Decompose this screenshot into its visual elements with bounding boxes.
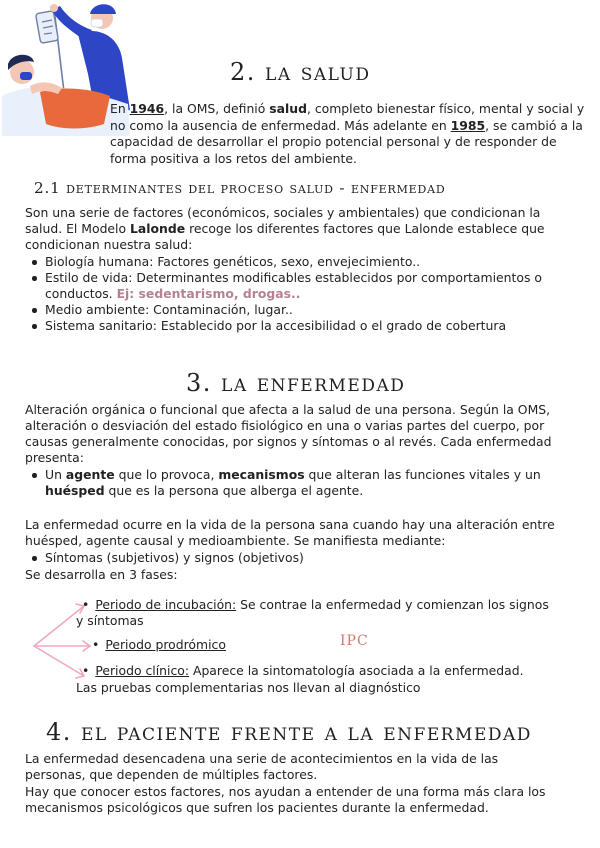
fase-incubacion-cont: y síntomas bbox=[76, 613, 144, 628]
list-item-sistema-sanitario: Sistema sanitario: Establecido por la accesibilidad o el grado de cobertura bbox=[25, 318, 580, 334]
fase-clinico: • Periodo clínico: Aparece la sintomatología asociada a la enfermedad. bbox=[82, 663, 524, 678]
lalonde-keyword: Lalonde bbox=[130, 221, 186, 236]
year-1985: 1985 bbox=[450, 117, 486, 133]
determinantes-paragraph: Son una serie de factores (económicos, sociales y ambientales) que condicionan la salud. El Modelo Lalonde recoge los diferentes factores que Lalonde establece que condicionan nuestra salud: bbox=[25, 205, 545, 252]
ipc-note: IPC bbox=[340, 633, 369, 649]
fase-incubacion: • Periodo de incubación: Se contrae la enfermedad y comienzan los signos bbox=[82, 597, 549, 612]
manifestaciones-list bbox=[25, 550, 565, 566]
paciente-paragraph-1: La enfermedad desencadena una serie de acontecimientos en la vida de las personas, que dependen de múltiples factores. bbox=[25, 751, 499, 782]
enfermedad-definition: Alteración orgánica o funcional que afecta a la salud de una persona. Según la OMS, alteración o desviación del estado fisiológico en una o varias partes del cuerpo, por causas generalmente conocidas, por signos y síntomas o al revés. Cada enfermedad presenta: bbox=[25, 402, 552, 465]
enfermedad-components-list bbox=[25, 467, 565, 499]
list-item-sintomas: Síntomas (subjetivos) y signos (objetivos) bbox=[25, 550, 565, 566]
enfermedad-ocurre-paragraph: La enfermedad ocurre en la vida de la persona sana cuando hay una alteración entre huésped, agente causal y medioambiente. Se manifiesta mediante: bbox=[25, 517, 555, 548]
determinantes-list bbox=[25, 254, 580, 334]
subsection-2-1-title: 2.1 determinantes del proceso salud - enfermedad bbox=[34, 179, 446, 197]
fase-clinico-cont: Las pruebas complementarias nos llevan al diagnóstico bbox=[76, 680, 421, 695]
section-3-title: 3. la enfermedad bbox=[186, 369, 406, 397]
fase-prodromico: • Periodo prodrómico bbox=[92, 637, 226, 652]
section-4-title: 4. el paciente frente a la enfermedad bbox=[46, 718, 532, 746]
list-item-medio-ambiente: Medio ambiente: Contaminación, lugar.. bbox=[25, 302, 580, 318]
paciente-paragraph-2: Hay que conocer estos factores, nos ayudan a entender de una forma más clara los mecanismos psicológicos que sufren los pacientes durante la enfermedad. bbox=[25, 784, 546, 815]
year-1946: 1946 bbox=[129, 101, 165, 116]
list-item-estilo-vida: Estilo de vida: Determinantes modificables establecidos por comportamientos o conductos. Ej: sedentarismo, drogas.. bbox=[25, 270, 580, 302]
salud-keyword: salud bbox=[269, 101, 307, 116]
ejemplo-highlight: Ej: sedentarismo, drogas.. bbox=[116, 286, 301, 301]
salud-definition: En 1946, la OMS, definió salud, completo bienestar físico, mental y social y no como la ausencia de enfermedad. Más adelante en 1985, se cambió a la capacidad de desarrollar el propio potencial personal y de responder de forma positiva a los retos del ambiente. bbox=[110, 101, 585, 166]
fases-intro: Se desarrolla en 3 fases: bbox=[25, 567, 178, 582]
list-item-biologia: Biología humana: Factores genéticos, sexo, envejecimiento.. bbox=[25, 254, 580, 270]
section-2-title: 2. la salud bbox=[230, 58, 371, 86]
list-item-agente: Un agente que lo provoca, mecanismos que alteran las funciones vitales y un huésped que es la persona que alberga el agente. bbox=[25, 467, 565, 499]
